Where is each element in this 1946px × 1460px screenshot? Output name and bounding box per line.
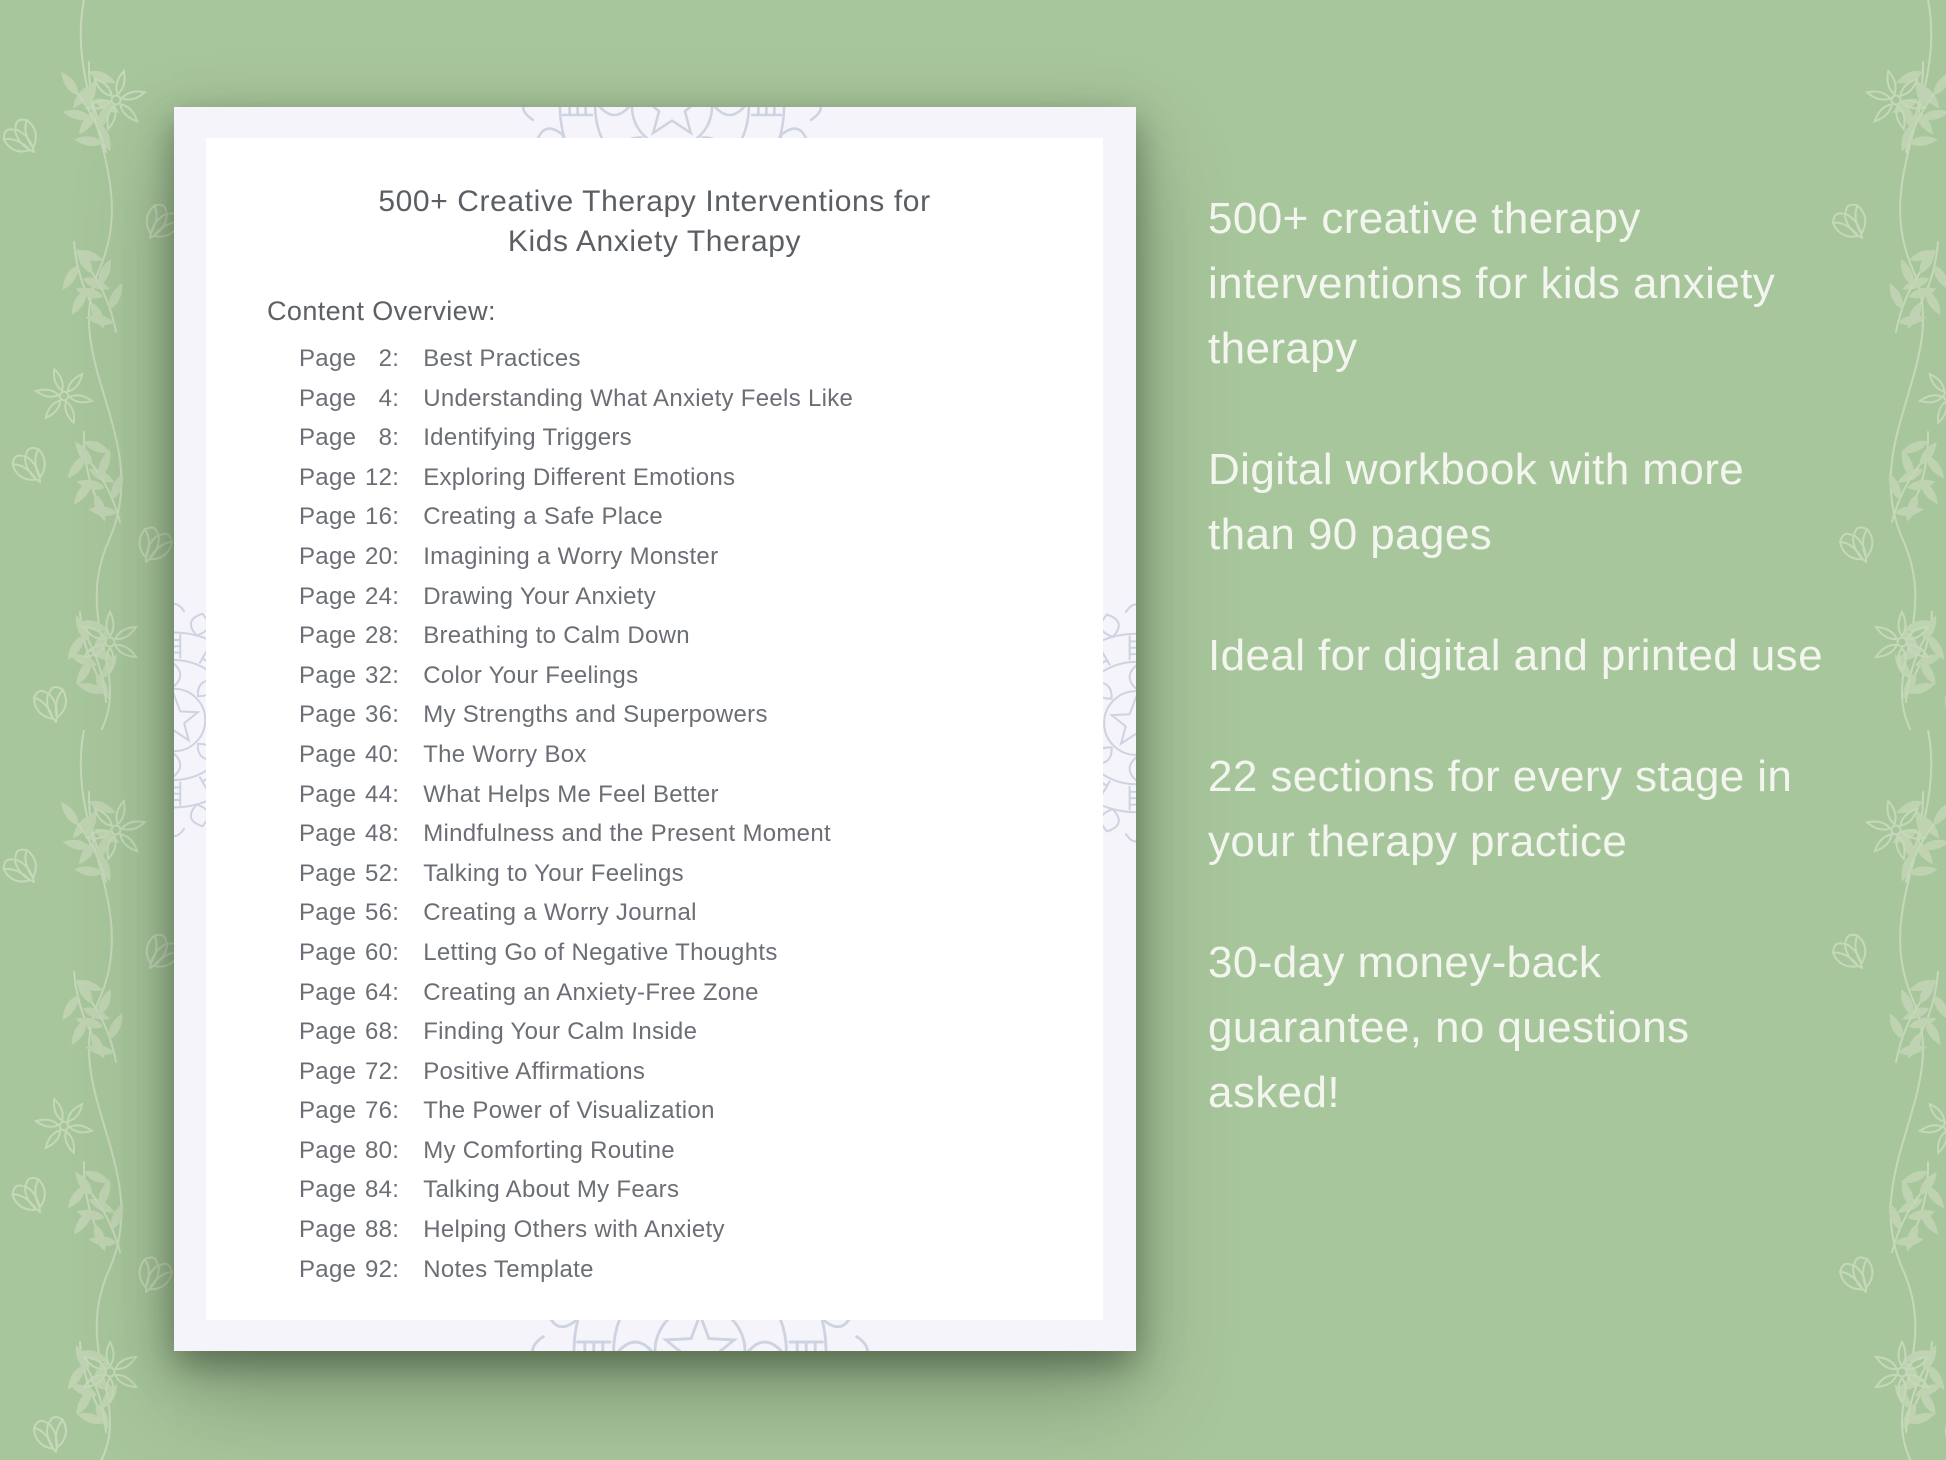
- toc-item: [299, 1170, 1103, 1210]
- page-number: 4:: [378, 384, 400, 412]
- toc-item-title: Creating a Safe Place: [423, 503, 663, 531]
- toc-item-title: Imagining a Worry Monster: [423, 542, 719, 570]
- toc-item-title: Creating a Worry Journal: [423, 899, 697, 927]
- page-number: 44:: [364, 780, 400, 808]
- toc-item: [299, 656, 1103, 696]
- page-number: 48:: [364, 820, 400, 848]
- benefit-paragraph: 30-day money-back guarantee, no questions asked!: [1208, 938, 1690, 1117]
- toc-item-title: Color Your Feelings: [423, 661, 639, 689]
- toc-item-title: Understanding What Anxiety Feels Like: [423, 384, 854, 412]
- toc-item-title: Exploring Different Emotions: [423, 463, 736, 491]
- toc-item-title: Breathing to Calm Down: [423, 622, 690, 650]
- toc-item: [299, 1250, 1103, 1290]
- page-label: Page: [299, 938, 357, 966]
- benefit-paragraph: Digital workbook with more than 90 pages: [1208, 445, 1745, 559]
- page-label: Page: [299, 978, 357, 1006]
- toc-item-title: Finding Your Calm Inside: [423, 1018, 698, 1046]
- page-label: Page: [299, 622, 357, 650]
- toc-item-title: Drawing Your Anxiety: [423, 582, 657, 610]
- page-number: 20:: [364, 542, 400, 570]
- toc-item: [299, 458, 1103, 498]
- page-label: Page: [299, 1176, 357, 1204]
- document-title-line1: 500+ Creative Therapy Interventions for: [378, 185, 931, 218]
- page-label: Page: [299, 582, 357, 610]
- page-label: Page: [299, 424, 357, 452]
- toc-item: [299, 616, 1103, 656]
- toc-item-title: My Comforting Routine: [423, 1136, 675, 1164]
- toc-item: [299, 379, 1103, 419]
- floral-vine-right-icon: [1808, 0, 1946, 1460]
- page-number: 52:: [364, 859, 400, 887]
- toc-item: [299, 854, 1103, 894]
- page-label: Page: [299, 463, 357, 491]
- benefits-panel: [1208, 186, 1828, 1181]
- document-card: [174, 107, 1136, 1351]
- page-number: 32:: [364, 661, 400, 689]
- page-label: Page: [299, 1216, 357, 1244]
- benefit-paragraph: 500+ creative therapy interventions for kids anxiety therapy: [1208, 194, 1776, 373]
- page-label: Page: [299, 503, 357, 531]
- toc-item-title: The Worry Box: [423, 740, 587, 768]
- page-number: 64:: [364, 978, 400, 1006]
- page-label: Page: [299, 345, 357, 372]
- page-number: 80:: [364, 1136, 400, 1164]
- toc-item-title: Talking to Your Feelings: [423, 859, 684, 887]
- toc-item-title: Mindfulness and the Present Moment: [423, 820, 831, 848]
- toc-item: [299, 1131, 1103, 1171]
- page-label: Page: [299, 820, 357, 848]
- page-number: 92:: [364, 1255, 400, 1283]
- page-label: Page: [299, 701, 357, 729]
- section-heading: Content Overview:: [267, 296, 496, 326]
- page-label: Page: [299, 661, 357, 689]
- page-label: Page: [299, 899, 357, 927]
- page-label: Page: [299, 1097, 357, 1125]
- toc-item: [299, 933, 1103, 973]
- page-label: Page: [299, 1136, 357, 1164]
- toc-item: [299, 1091, 1103, 1131]
- page-label: Page: [299, 1057, 357, 1085]
- toc-item: [299, 1012, 1103, 1052]
- page-number: 36:: [364, 701, 400, 729]
- page-number: 60:: [364, 938, 400, 966]
- page-number: 84:: [364, 1176, 400, 1204]
- toc-item: [299, 1210, 1103, 1250]
- toc-item-title: Helping Others with Anxiety: [423, 1216, 725, 1244]
- page-label: Page: [299, 1018, 357, 1046]
- page-number: 28:: [364, 622, 400, 650]
- toc-item-title: Best Practices: [423, 345, 581, 372]
- toc-item-title: Creating an Anxiety-Free Zone: [423, 978, 759, 1006]
- page-number: 72:: [364, 1057, 400, 1085]
- toc-item-title: The Power of Visualization: [423, 1097, 715, 1125]
- page-label: Page: [299, 740, 357, 768]
- page-number: 56:: [364, 899, 400, 927]
- page-number: 40:: [364, 740, 400, 768]
- page-sheet: [206, 138, 1103, 1320]
- toc-item-title: Notes Template: [423, 1255, 594, 1283]
- page-number: 24:: [364, 582, 400, 610]
- toc-item: [299, 814, 1103, 854]
- toc-item: [299, 775, 1103, 815]
- page-label: Page: [299, 542, 357, 570]
- toc-item-title: Letting Go of Negative Thoughts: [423, 938, 778, 966]
- benefit-paragraph: 22 sections for every stage in your therapy practice: [1208, 752, 1793, 866]
- page-number: 2:: [378, 345, 400, 372]
- page-label: Page: [299, 859, 357, 887]
- page-label: Page: [299, 1255, 357, 1283]
- toc-item: [299, 695, 1103, 735]
- document-title: [206, 182, 1103, 262]
- toc-item: [299, 537, 1103, 577]
- page-label: Page: [299, 384, 357, 412]
- toc-item: [299, 497, 1103, 537]
- toc-item: [299, 418, 1103, 458]
- toc-item-title: What Helps Me Feel Better: [423, 780, 719, 808]
- toc-item-title: My Strengths and Superpowers: [423, 701, 768, 729]
- page-number: 8:: [378, 424, 400, 452]
- toc-item: [299, 339, 1103, 379]
- toc-item-title: Talking About My Fears: [423, 1176, 680, 1204]
- toc-item-title: Identifying Triggers: [423, 424, 632, 452]
- page-number: 16:: [364, 503, 400, 531]
- page-number: 76:: [364, 1097, 400, 1125]
- toc-item: [299, 893, 1103, 933]
- page-number: 68:: [364, 1018, 400, 1046]
- page-label: Page: [299, 780, 357, 808]
- toc-item-title: Positive Affirmations: [423, 1057, 646, 1085]
- toc-item: [299, 577, 1103, 617]
- toc-list: [206, 339, 1103, 1289]
- toc-item: [299, 735, 1103, 775]
- page-number: 88:: [364, 1216, 400, 1244]
- page-number: 12:: [364, 463, 400, 491]
- document-title-line2: Kids Anxiety Therapy: [507, 225, 802, 258]
- toc-item: [299, 973, 1103, 1013]
- toc-item: [299, 1052, 1103, 1092]
- benefit-paragraph: Ideal for digital and printed use: [1208, 631, 1823, 680]
